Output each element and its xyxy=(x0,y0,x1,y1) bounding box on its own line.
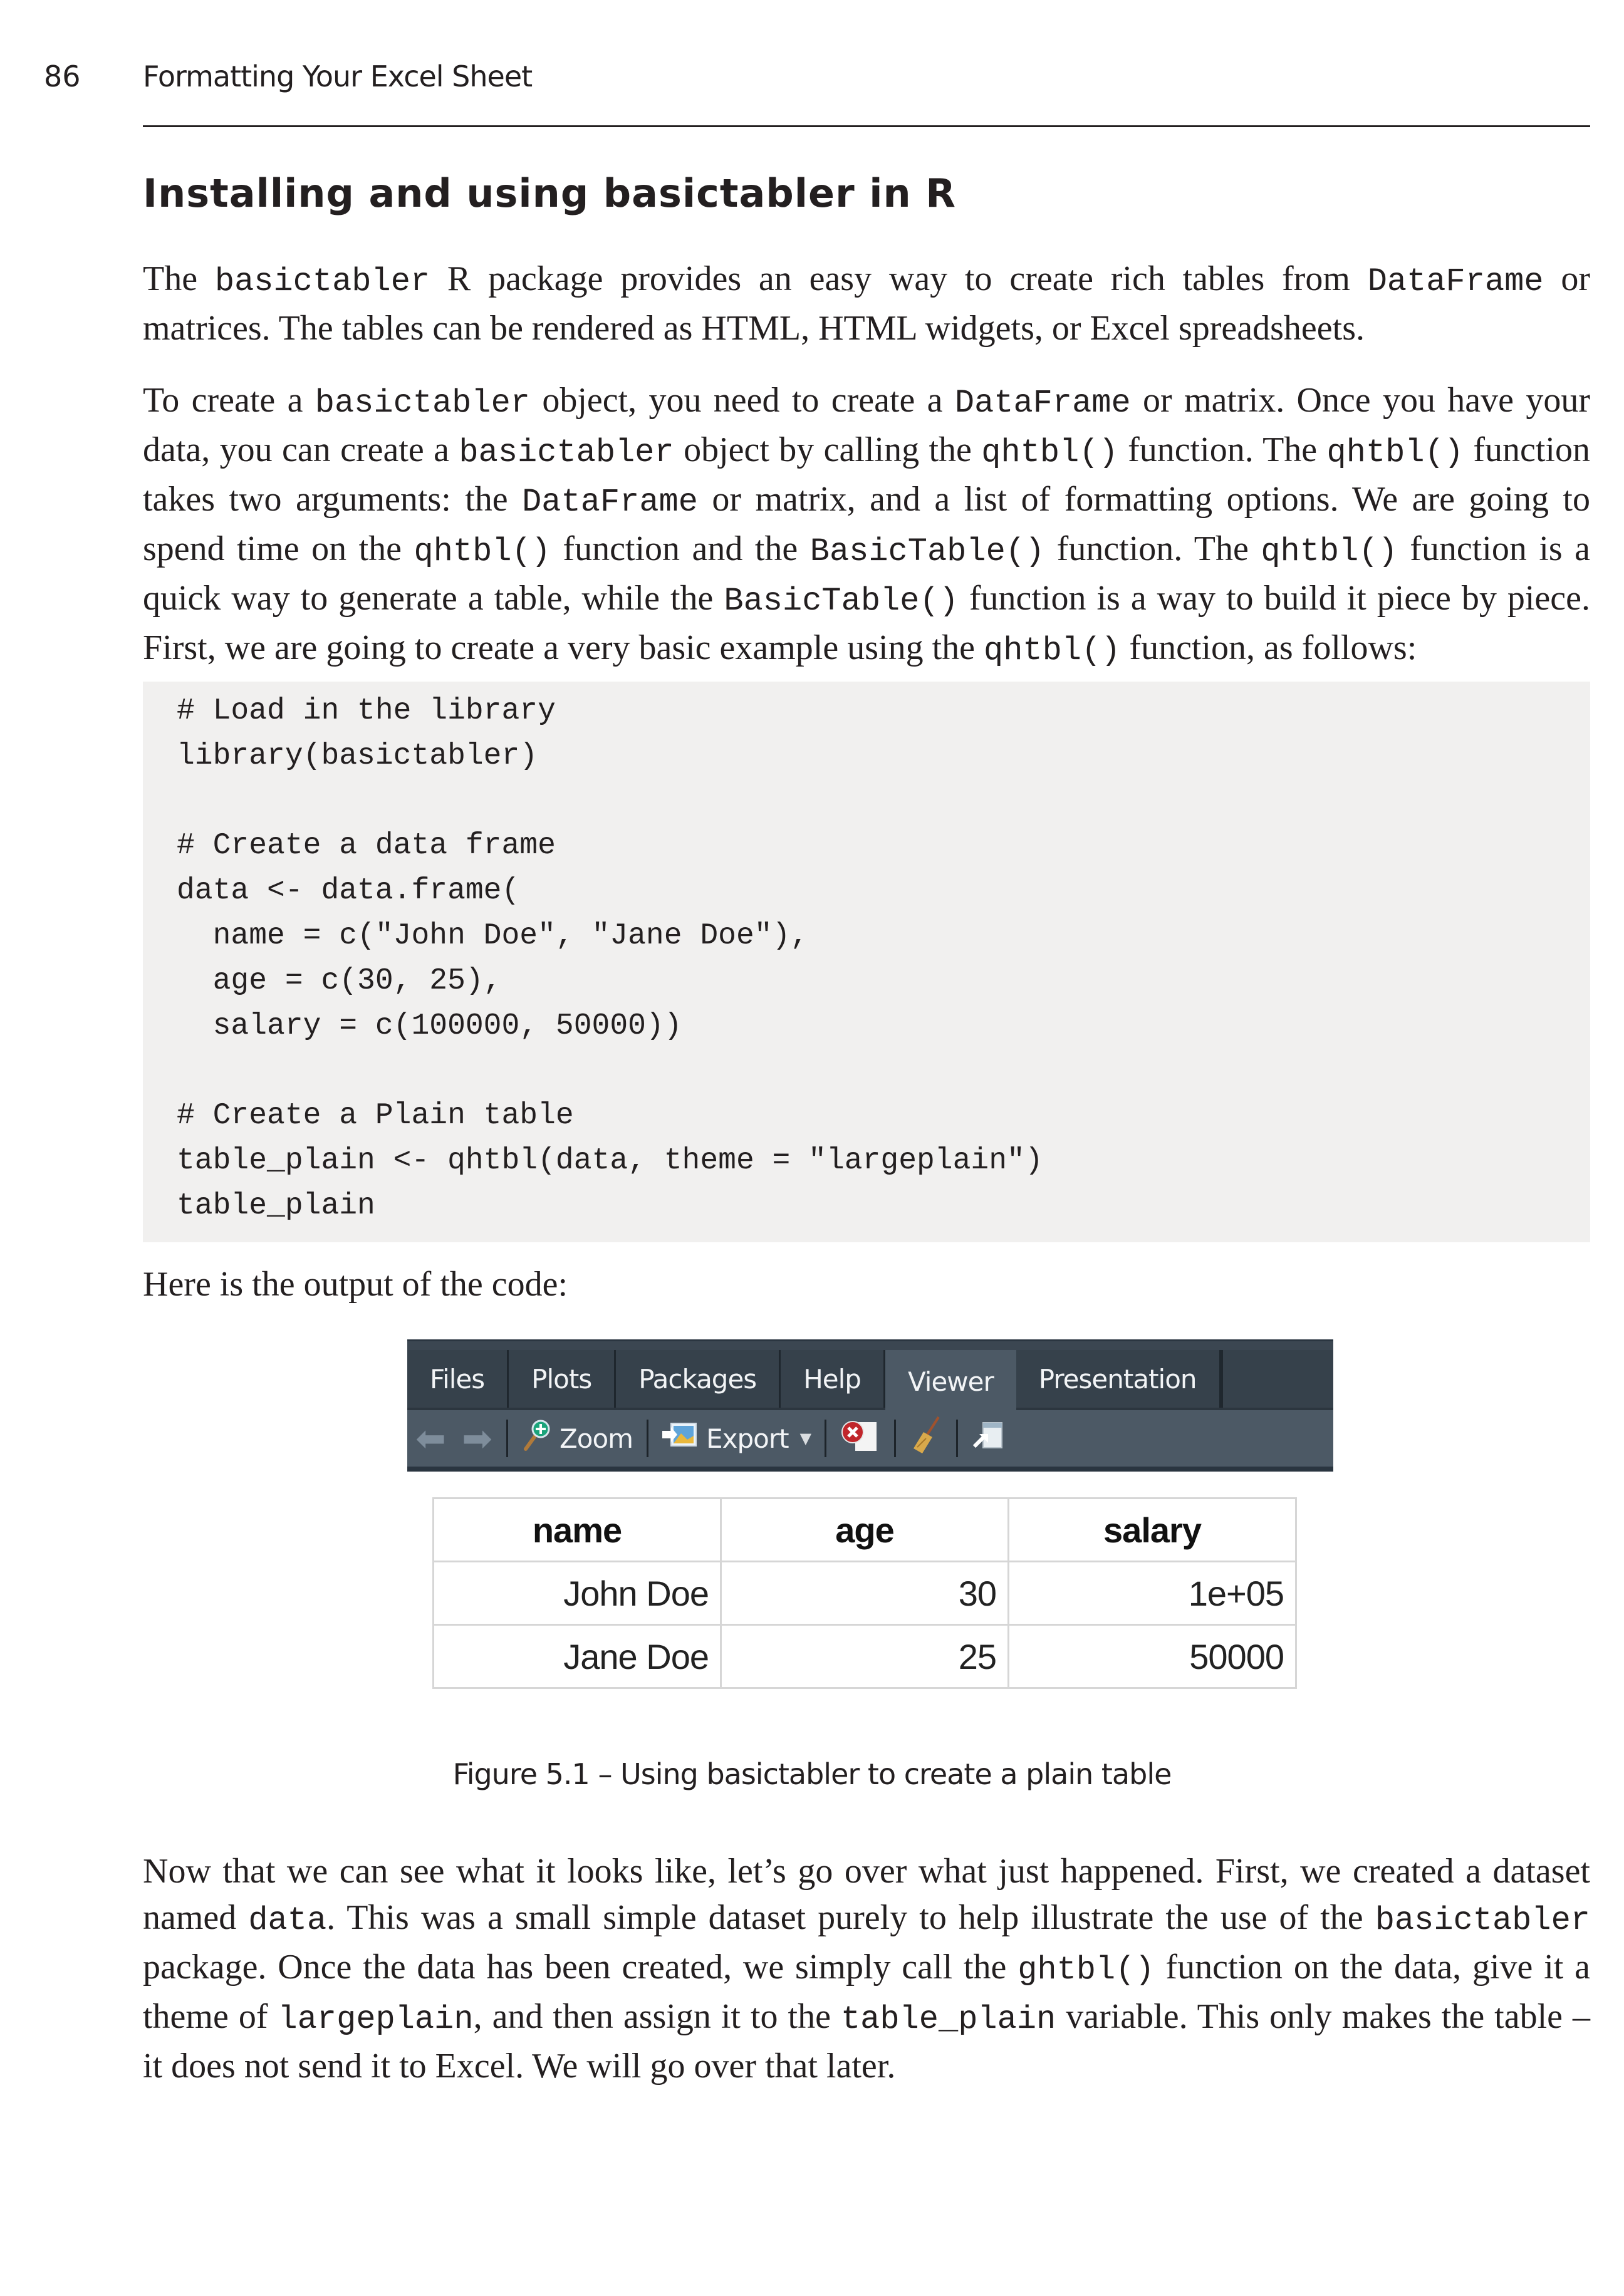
back-button[interactable] xyxy=(407,1413,454,1463)
forward-button[interactable] xyxy=(454,1413,500,1463)
remove-viewer-button[interactable] xyxy=(833,1413,888,1463)
inline-code: basictabler xyxy=(459,434,674,471)
toolbar-separator xyxy=(825,1420,826,1457)
arrow-right-icon: ➡ xyxy=(462,1417,492,1460)
paragraph-qhtbl: To create a basictabler object, you need to create a DataFrame or matrix. Once you have your data, you can create a basictabler object by calling the qhtbl() function. The qhtbl() function takes two arguments: the DataFrame or matrix, and a list of formatting options. We are going to spend time on the qhtbl() function and the BasicTable() function. The qhtbl() function is a quick way to generate a table, while the BasicTable() function is a way to build it piece by piece. First, we are going to create a very basic example using the qhtbl() function, as follows: xyxy=(143,381,1591,669)
page-number: 86 xyxy=(44,60,81,93)
pane-tabbar xyxy=(407,1350,1333,1410)
inline-code: largeplain xyxy=(278,2001,474,2038)
broom-icon xyxy=(910,1416,942,1461)
export-button[interactable] xyxy=(655,1413,818,1463)
tab-help[interactable]: Help xyxy=(781,1350,885,1408)
inline-code: basictabler xyxy=(1375,1902,1590,1939)
cell-age: 25 xyxy=(721,1625,1009,1688)
table-header-row xyxy=(434,1499,1296,1562)
show-in-new-window-icon xyxy=(972,1419,1006,1458)
header-rule xyxy=(143,125,1590,127)
zoom-label: Zoom xyxy=(560,1423,633,1454)
toolbar-separator xyxy=(956,1420,958,1457)
tab-packages[interactable]: Packages xyxy=(616,1350,781,1408)
paragraph-intro: The basictabler R package provides an easy way to create rich tables from DataFrame or matrices. The tables can be rendered as HTML, HTML widgets, or Excel spreadsheets. xyxy=(143,259,1590,348)
code-text: # Load in the library library(basictabler) # Create a data frame data <- data.frame( name = c("John Doe", "Jane Doe"), age = c(30, 25), salary = c(100000, 50000)) # Create a Plain table table_plain <- qhtbl(data, theme = "largeplain") table_plain xyxy=(177,694,1043,1223)
inline-code: qhtbl() xyxy=(414,533,551,570)
running-head xyxy=(44,60,1591,128)
table-row xyxy=(434,1562,1296,1625)
inline-code: data xyxy=(248,1902,327,1939)
inline-code: DataFrame xyxy=(1367,263,1544,300)
column-header-salary: salary xyxy=(1009,1499,1296,1562)
tab-files[interactable]: Files xyxy=(407,1350,509,1408)
paragraph-explanation: Now that we can see what it looks like, let’s go over what just happened. First, we created a dataset named data. This was a small simple dataset purely to help illustrate the use of the basictabler package. Once the data has been created, we simply call the ghtbl() function on the data, give it a theme of largeplain, and then assign it to the table_plain variable. This only makes the table – it does not send it to Excel. We will go over that later. xyxy=(143,1852,1591,2086)
arrow-left-icon: ⬅ xyxy=(415,1417,445,1460)
column-header-name: name xyxy=(434,1499,721,1562)
toolbar-separator xyxy=(506,1420,508,1457)
inline-code: qhtbl() xyxy=(983,632,1121,669)
section-heading: Installing and using basictabler in R xyxy=(143,170,956,216)
inline-code: qhtbl() xyxy=(981,434,1118,471)
inline-code: BasicTable() xyxy=(809,533,1045,570)
inline-code: ghtbl() xyxy=(1018,1951,1155,1988)
cell-age: 30 xyxy=(721,1562,1009,1625)
inline-code: DataFrame xyxy=(954,385,1131,422)
inline-code: table_plain xyxy=(840,2001,1056,2038)
export-label: Export xyxy=(706,1423,789,1454)
clear-viewer-button[interactable] xyxy=(902,1413,950,1463)
tabbar-filler xyxy=(1221,1350,1333,1408)
cell-name: Jane Doe xyxy=(434,1625,721,1688)
chapter-title: Formatting Your Excel Sheet xyxy=(143,60,533,93)
zoom-button[interactable] xyxy=(514,1413,640,1463)
toolbar-separator xyxy=(894,1420,896,1457)
paragraph-output-intro: Here is the output of the code: xyxy=(143,1265,568,1304)
inline-code: DataFrame xyxy=(522,484,698,521)
inline-code: basictabler xyxy=(315,385,531,422)
inline-code: basictabler xyxy=(214,263,430,300)
inline-code: qhtbl() xyxy=(1261,533,1398,570)
magnifier-plus-icon xyxy=(522,1419,552,1458)
column-header-age: age xyxy=(721,1499,1009,1562)
remove-viewer-icon xyxy=(840,1417,880,1460)
inline-code: BasicTable() xyxy=(724,583,959,620)
chevron-down-icon: ▼ xyxy=(799,1430,811,1447)
output-table xyxy=(432,1497,1297,1689)
cell-salary: 50000 xyxy=(1009,1625,1296,1688)
viewer-toolbar xyxy=(407,1410,1333,1472)
tab-plots[interactable]: Plots xyxy=(509,1350,616,1408)
table-row xyxy=(434,1625,1296,1688)
cell-salary: 1e+05 xyxy=(1009,1562,1296,1625)
inline-code: qhtbl() xyxy=(1326,434,1464,471)
cell-name: John Doe xyxy=(434,1562,721,1625)
toolbar-separator xyxy=(647,1420,648,1457)
tab-viewer[interactable]: Viewer xyxy=(885,1350,1016,1413)
rstudio-viewer-panel xyxy=(407,1339,1333,1472)
show-in-new-window-button[interactable] xyxy=(964,1413,1013,1463)
tab-presentation[interactable]: Presentation xyxy=(1016,1350,1221,1408)
figure-caption: Figure 5.1 – Using basictabler to create a plain table xyxy=(452,1757,1172,1791)
code-block xyxy=(143,682,1590,1242)
export-image-icon xyxy=(662,1421,699,1456)
